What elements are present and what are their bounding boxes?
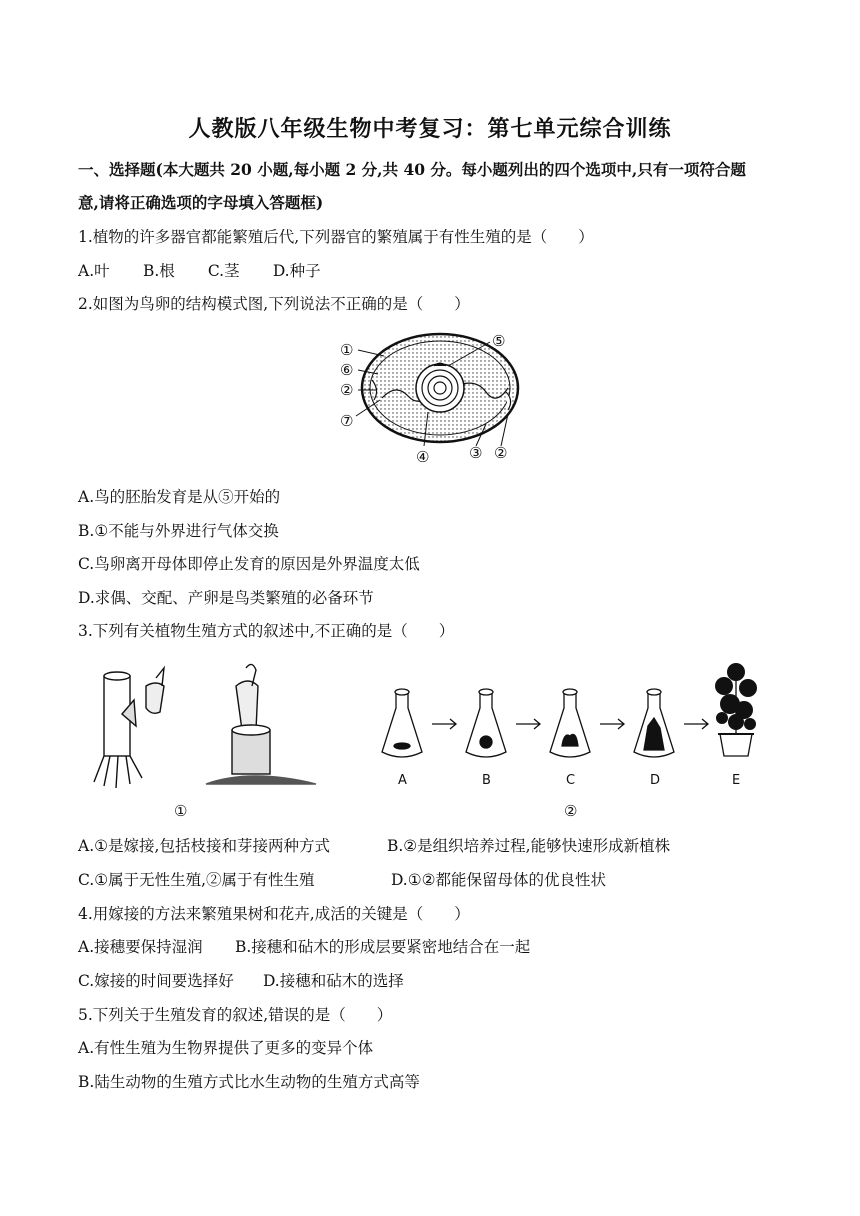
label-2-left: ② [340,381,354,399]
label-6: ⑥ [340,361,354,379]
flask-c [550,689,590,757]
question-1-options [78,259,321,281]
question-5-option-a: A.有性生殖为生物界提供了更多的变异个体 [78,1039,374,1057]
question-4-options-row2 [78,969,404,991]
potted-plant-e [715,663,757,756]
option-a: A.叶 [78,262,110,280]
bud-scion [146,683,164,713]
flask-label-d: D [650,773,661,788]
question-1-stem: 1.植物的许多器官都能繁殖后代,下列器官的繁殖属于有性生殖的是（ ） [78,228,594,246]
yolk [416,364,464,412]
label-7: ⑦ [340,412,354,430]
label-2-right: ② [494,444,508,462]
label-3: ③ [469,444,483,462]
page-title: 人教版八年级生物中考复习：第七单元综合训练 [188,116,672,142]
option-b: B.根 [142,262,175,280]
label-4: ④ [416,448,430,466]
stock-stump [232,730,270,774]
flask-label-e: E [732,773,741,788]
label-5: ⑤ [492,332,506,350]
flask-b [466,689,506,757]
branch-scion [236,681,258,730]
figure-2-caption: ② [564,802,578,820]
question-5-stem: 5.下列关于生殖发育的叙述,错误的是（ ） [78,1006,393,1024]
flask-a [382,689,422,757]
option-a: A.①是嫁接,包括枝接和芽接两种方式 [78,837,330,855]
question-2-option-d: D.求偶、交配、产卵是鸟类繁殖的必备环节 [78,589,374,607]
question-5-option-b: B.陆生动物的生殖方式比水生动物的生殖方式高等 [78,1073,420,1091]
option-b: B.②是组织培养过程,能够快速形成新植株 [386,837,671,855]
section-heading-line2: 意,请将正确选项的字母填入答题框) [78,193,324,212]
bird-egg-diagram [336,328,526,466]
flask-label-a: A [398,773,407,788]
question-2-option-b: B.①不能与外界进行气体交换 [78,522,279,540]
option-a: A.接穗要保持湿润 [78,938,203,956]
question-2-stem: 2.如图为鸟卵的结构模式图,下列说法不正确的是（ ） [78,295,470,313]
option-d: D.种子 [272,262,321,280]
option-c: C.①属于无性生殖,②属于有性生殖 [78,871,315,889]
question-4-stem: 4.用嫁接的方法来繁殖果树和花卉,成活的关键是（ ） [78,905,470,923]
question-4-options-row1 [78,935,530,957]
figure-1-caption: ① [174,802,188,820]
flask-label-c: C [566,773,576,788]
label-1: ① [340,341,354,359]
tissue-culture-illustration [378,652,790,794]
grafting-illustration [86,656,366,796]
option-c: C.茎 [207,262,240,280]
question-3-stem: 3.下列有关植物生殖方式的叙述中,不正确的是（ ） [78,622,455,640]
flask-label-b: B [482,773,491,788]
question-2-option-c: C.鸟卵离开母体即停止发育的原因是外界温度太低 [78,555,420,573]
section-heading-line1: 一、选择题(本大题共 20 小题,每小题 2 分,共 40 分。每小题列出的四个选项中,只有一项符合题 [78,160,746,179]
option-d: D.接穗和砧木的选择 [262,972,404,990]
question-3-options-row2 [78,868,606,890]
option-b: B.接穗和砧木的形成层要紧密地结合在一起 [234,938,531,956]
option-c: C.嫁接的时间要选择好 [78,972,234,990]
question-2-option-a: A.鸟的胚胎发育是从⑤开始的 [78,488,281,506]
flask-d [634,689,674,757]
question-3-options-row1 [78,834,670,856]
option-d: D.①②都能保留母体的优良性状 [390,871,607,889]
